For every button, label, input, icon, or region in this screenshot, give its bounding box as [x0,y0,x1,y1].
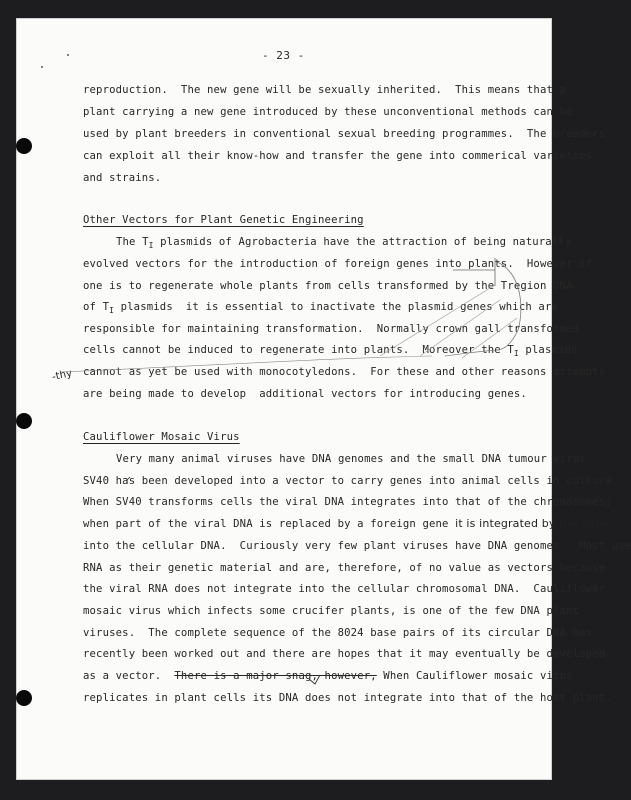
body-line: used by plant breeders in conventional sexual breeding programmes. The breeders [83,128,606,140]
punch-hole [16,138,32,154]
body-line: cells cannot be induced to regenerate into plants. Moreover the $T_I$ plasmids [83,344,578,358]
body-line: cannot as yet be used with monocotyledons. For these and other reasons attempts [83,366,606,378]
paper-speck [67,54,69,56]
body-line: as a vector. There is a major snag, however, When Cauliflower mosaic virus [83,670,573,682]
body-line: plant carrying a new gene introduced by these unconventional methods can be [83,106,573,118]
body-line: When SV40 transforms cells the viral DNA integrates into that of the chromosomes; [83,496,612,508]
page-number: - 23 - [262,49,305,62]
body-line: responsible for maintaining transformation. Normally crown gall transformed [83,323,580,335]
body-line: when part of the viral DNA is replaced by a foreign gene it is integrated by the virus [83,517,609,530]
punch-hole [16,413,32,429]
struck-out-text: There is a major snag, however, [174,670,377,682]
body-line: into the cellular DNA. Curiously very few plant viruses have DNA genomes. Most use [83,540,631,552]
paper-speck [41,66,43,68]
body-line: reproduction. The new gene will be sexually inherited. This means that a [83,84,567,96]
body-line: recently been worked out and there are hopes that it may eventually be developed [83,648,606,660]
body-line: one is to regenerate whole plants from cells transformed by the Tregion DNA [83,280,573,292]
body-line: mosaic virus which infects some crucifer plants, is one of the few DNA plant [83,605,580,617]
body-line: are being made to develop additional vectors for introducing genes. [83,388,527,400]
body-line: and strains. [83,172,162,184]
body-line: Very many animal viruses have DNA genomes and the small DNA tumour virus [116,453,587,465]
punch-hole [16,690,32,706]
body-line: The $T_I$ plasmids of Agrobacteria have the attraction of being naturally [116,236,572,250]
handwritten-insertion: it is integrated by the virus [455,517,609,530]
body-line: the viral RNA does not integrate into the cellular chromosomal DNA. Cauliflower [83,583,606,595]
body-line: evolved vectors for the introduction of foreign genes into plants. However if [83,258,593,270]
body-line: SV40 has been developed into a vector to carry genes into animal cells in culture. [83,475,619,487]
body-line: of $T_I$ plasmids it is essential to inactivate the plasmid genes which are [83,301,558,315]
body-line: viruses. The complete sequence of the 8024 base pairs of its circular DNA has [83,627,593,639]
handwritten-margin-note: -thy [51,368,74,383]
section-heading: Other Vectors for Plant Genetic Engineering [83,214,364,226]
body-line: replicates in plant cells its DNA does not integrate into that of the host plant. [83,692,612,704]
section-heading: Cauliflower Mosaic Virus [83,431,240,443]
body-line: can exploit all their know-how and transfer the gene into commerical varieties [83,150,593,162]
body-line: RNA as their genetic material and are, therefore, of no value as vectors because [83,562,606,574]
